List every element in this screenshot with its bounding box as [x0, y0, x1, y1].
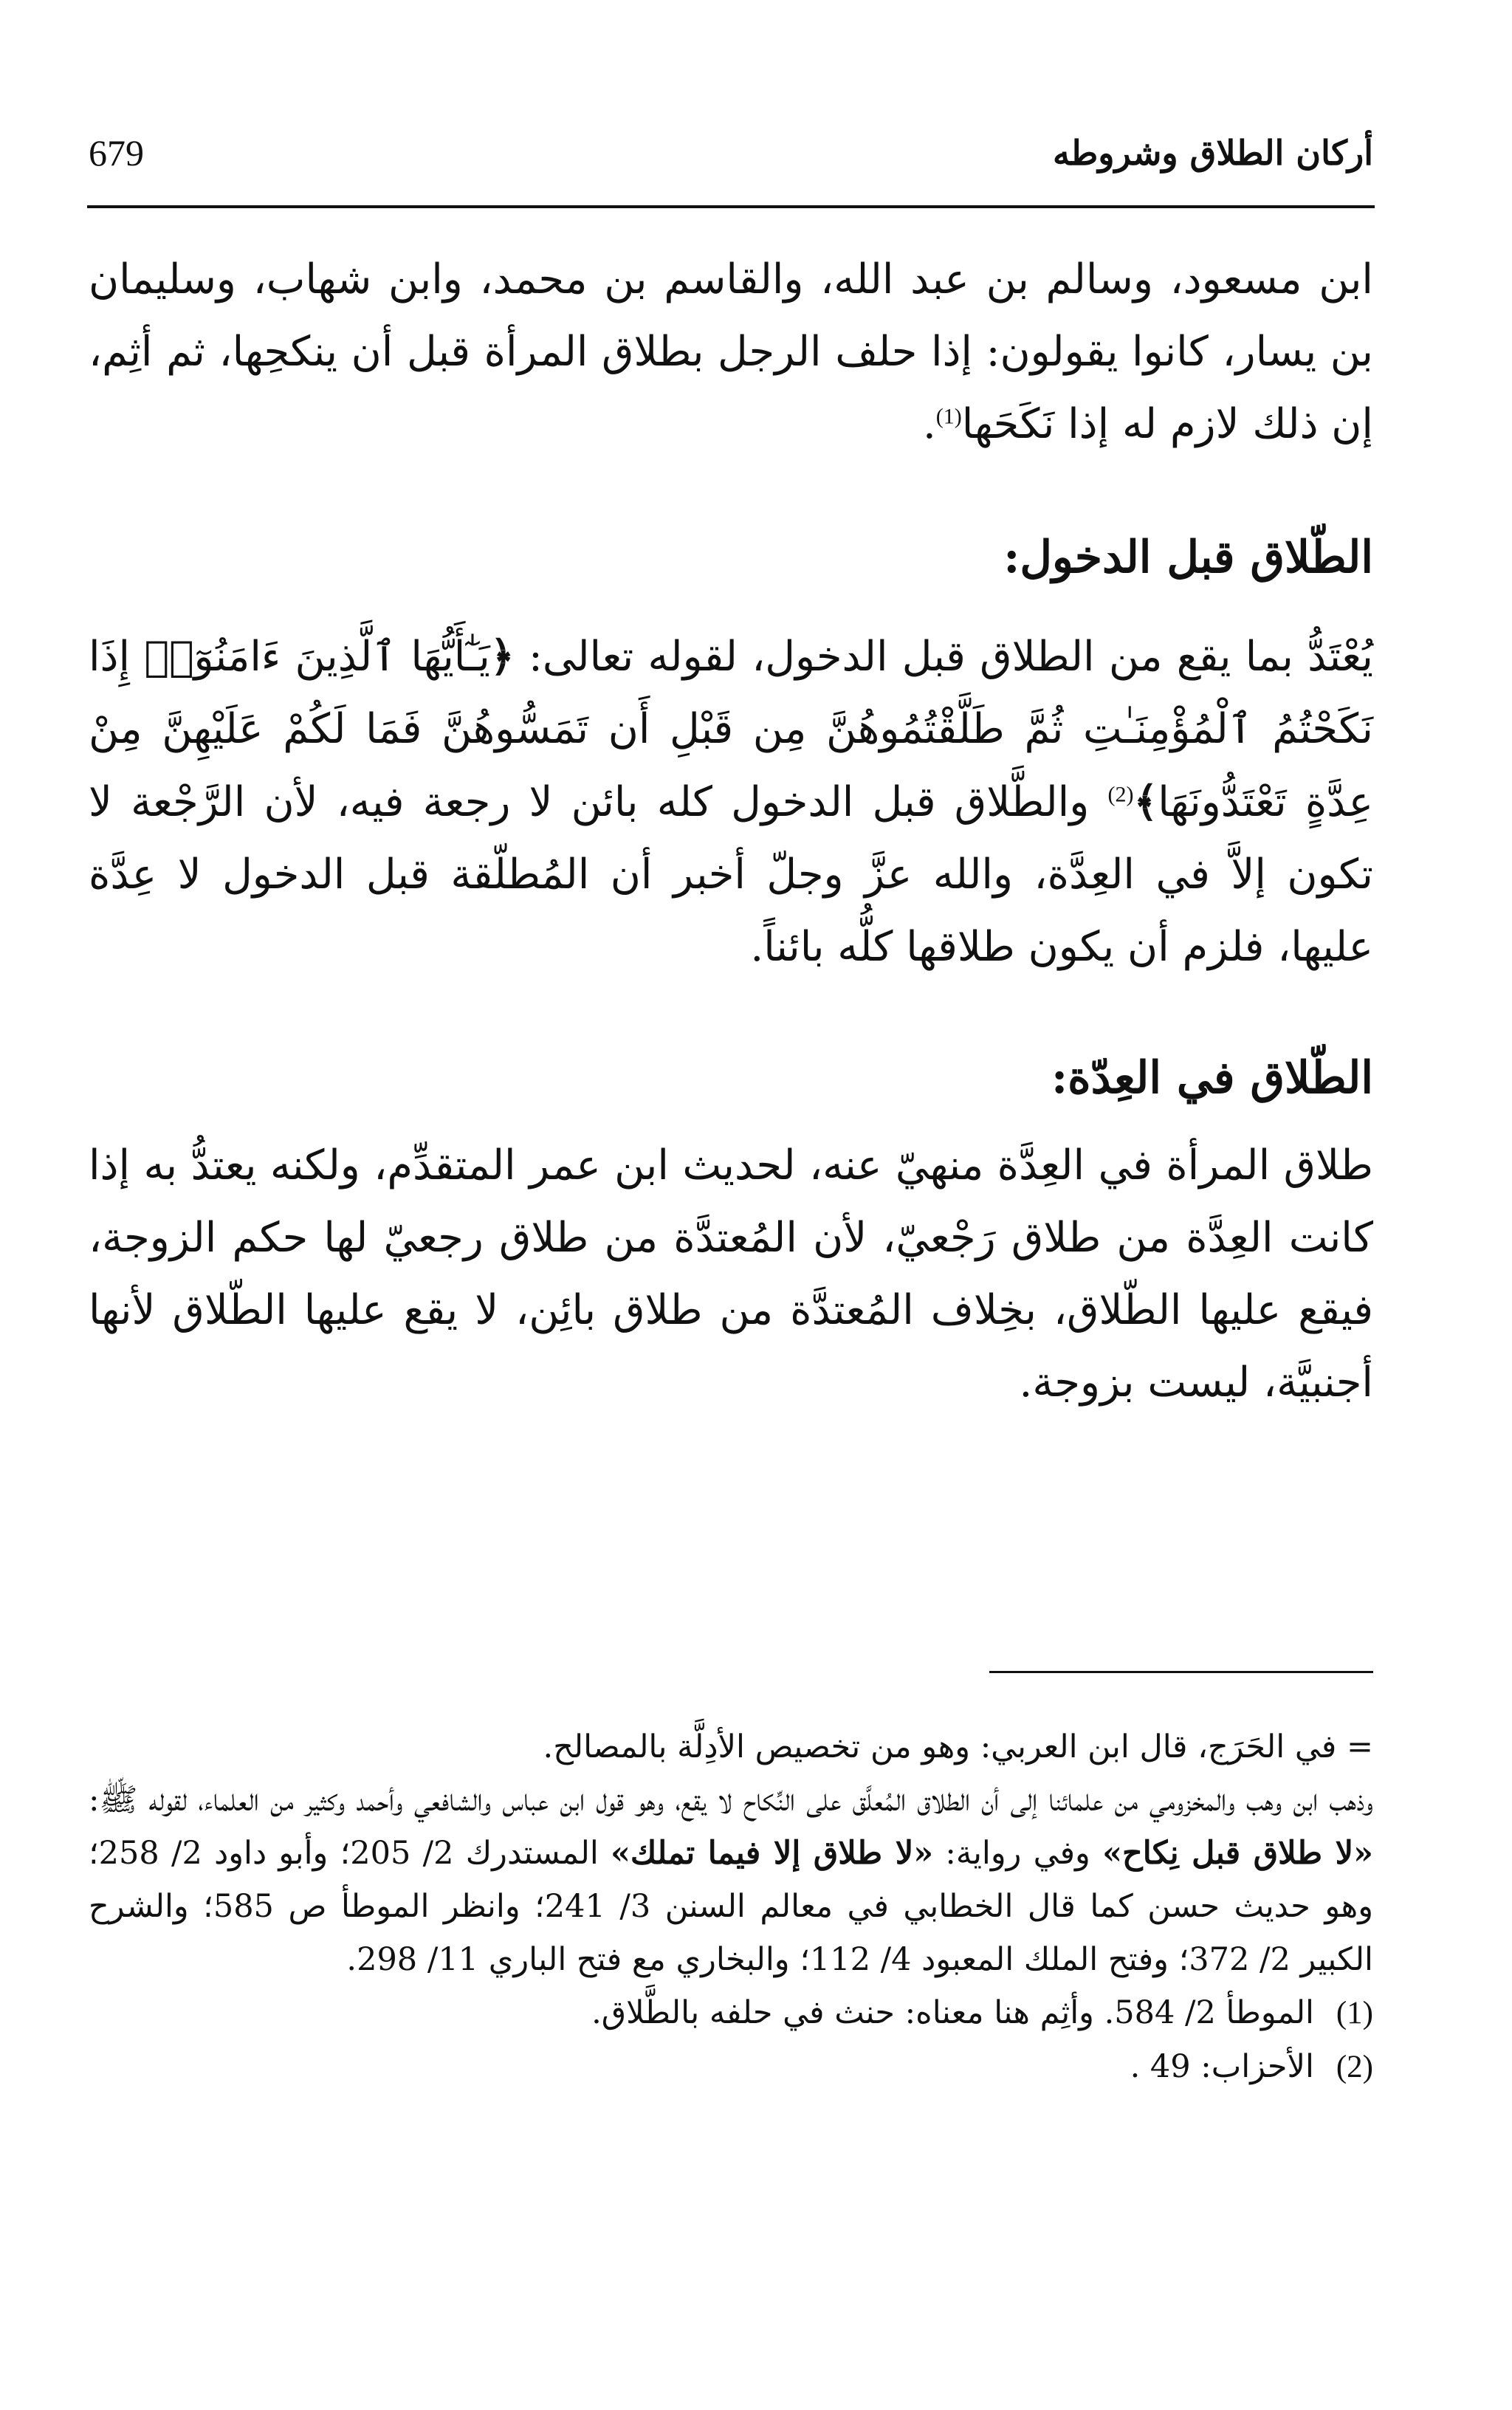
section1-rest: والطَّلاق قبل الدخول كله بائن لا رجعة فيه، لأن الرَّجْعة لا تكون إلاَّ في العِدَّة، والله عزَّ وجلّ أخبر أن المُطلّقة قبل الدخول لا عِدَّة عليها، فلزم أن يكون طلاقها كلُّه بائناً. — [89, 778, 1373, 971]
footnote-text-2: الأحزاب: 49 . — [1130, 2048, 1314, 2085]
quran-open-brace: ﴿ — [489, 632, 515, 681]
footnotes — [89, 1720, 1373, 2094]
footnote-item-1 — [89, 1986, 1373, 2040]
hadith-quote-1: «لا طلاق قبل نِكاح» — [1102, 1835, 1374, 1872]
riwaya-label: وفي رواية: — [945, 1835, 1090, 1872]
intro-paragraph — [89, 244, 1373, 461]
footnote-continuation-line-1: = في الحَرَج، قال ابن العربي: وهو من تخصيص الأدِلَّة بالمصالح. — [543, 1728, 1373, 1765]
footnote-sources: المستدرك 2/ 205؛ وأبو داود 2/ 258؛ وهو حديث حسن كما قال الخطابي في معالم السنن 3/ 241؛ وانظر الموطأ ص 585؛ والشرح الكبير 2/ 372؛ وفتح الملك المعبود 4/ 112؛ والبخاري مع فتح الباري 11/ 298. — [89, 1835, 1373, 1978]
footnote-item-2 — [89, 2040, 1373, 2094]
chapter-title: أركان الطلاق وشروطه — [1052, 133, 1373, 173]
hadith-quote-2: «لا طلاق إلا فيما تملك» — [611, 1835, 934, 1872]
intro-text: ابن مسعود، وسالم بن عبد الله، والقاسم بن محمد، وابن شهاب، وسليمان بن يسار، كانوا يقولون: إذا حلف الرجل بطلاق المرأة قبل أن ينكحِها، ثم أثِم، إن ذلك لازم له إذا نَكَحَها — [89, 255, 1373, 448]
footnote-ref-1[interactable]: (1) — [935, 404, 962, 429]
running-header — [89, 126, 1373, 207]
footnote-continuation-line-2 — [89, 1774, 1373, 1986]
header-rule — [87, 205, 1375, 208]
section2-paragraph — [89, 1130, 1373, 1419]
footnote-separator — [989, 1671, 1373, 1673]
footnote-number-2: (2) — [1336, 2050, 1373, 2084]
footnote-ref-2[interactable]: (2) — [1107, 782, 1134, 807]
quran-verse: يَـٰٓأَيُّهَا ٱلَّذِينَ ءَامَنُوٓا۟ إِذَا نَكَحْتُمُ ٱلْمُؤْمِنَـٰتِ ثُمَّ طَلَّقْتُمُوهُنَّ مِن قَبْلِ أَن تَمَسُّوهُنَّ فَمَا لَكُمْ عَلَيْهِنَّ مِنْ عِدَّةٍ تَعْتَدُّونَهَا — [89, 633, 1373, 826]
footnote-text-1: الموطأ 2/ 584. وأثِم هنا معناه: حنث في حلفه بالطَّلاق. — [591, 1994, 1314, 2031]
section2-text: طلاق المرأة في العِدَّة منهيّ عنه، لحديث ابن عمر المتقدِّم، ولكنه يعتدُّ به إذا كانت العِدَّة من طلاق رَجْعيّ، لأن المُعتدَّة من طلاق رجعيّ لها حكم الزوجة، فيقع عليها الطّلاق، بخِلاف المُعتدَّة من طلاق بائِن، لا يقع عليها الطّلاق لأنها أجنبيَّة، ليست بزوجة. — [89, 1142, 1374, 1407]
section-heading-before-consummation: الطّلاق قبل الدخول: — [1003, 532, 1373, 583]
intro-end: . — [922, 400, 936, 448]
quran-close-brace: ﴾ — [1133, 777, 1158, 826]
page-number: 679 — [89, 132, 144, 174]
footnote-continuation-text: وذهب ابن وهب والمخزومي من علمائنا إلى أن الطلاق المُعلَّق على النِّكاح لا يقع، وهو قول ابن عباس والشافعي وأحمد وكثير من العلماء، لقوله ﷺ: — [89, 1782, 1373, 1819]
section-heading-during-idda: الطّلاق في العِدّة: — [1051, 1052, 1373, 1104]
footnote-number-1: (1) — [1336, 1996, 1373, 2030]
section1-lead: يُعْتَدُّ بما يقع من الطلاق قبل الدخول، لقوله تعالى: — [528, 633, 1373, 681]
section1-paragraph — [89, 620, 1373, 983]
